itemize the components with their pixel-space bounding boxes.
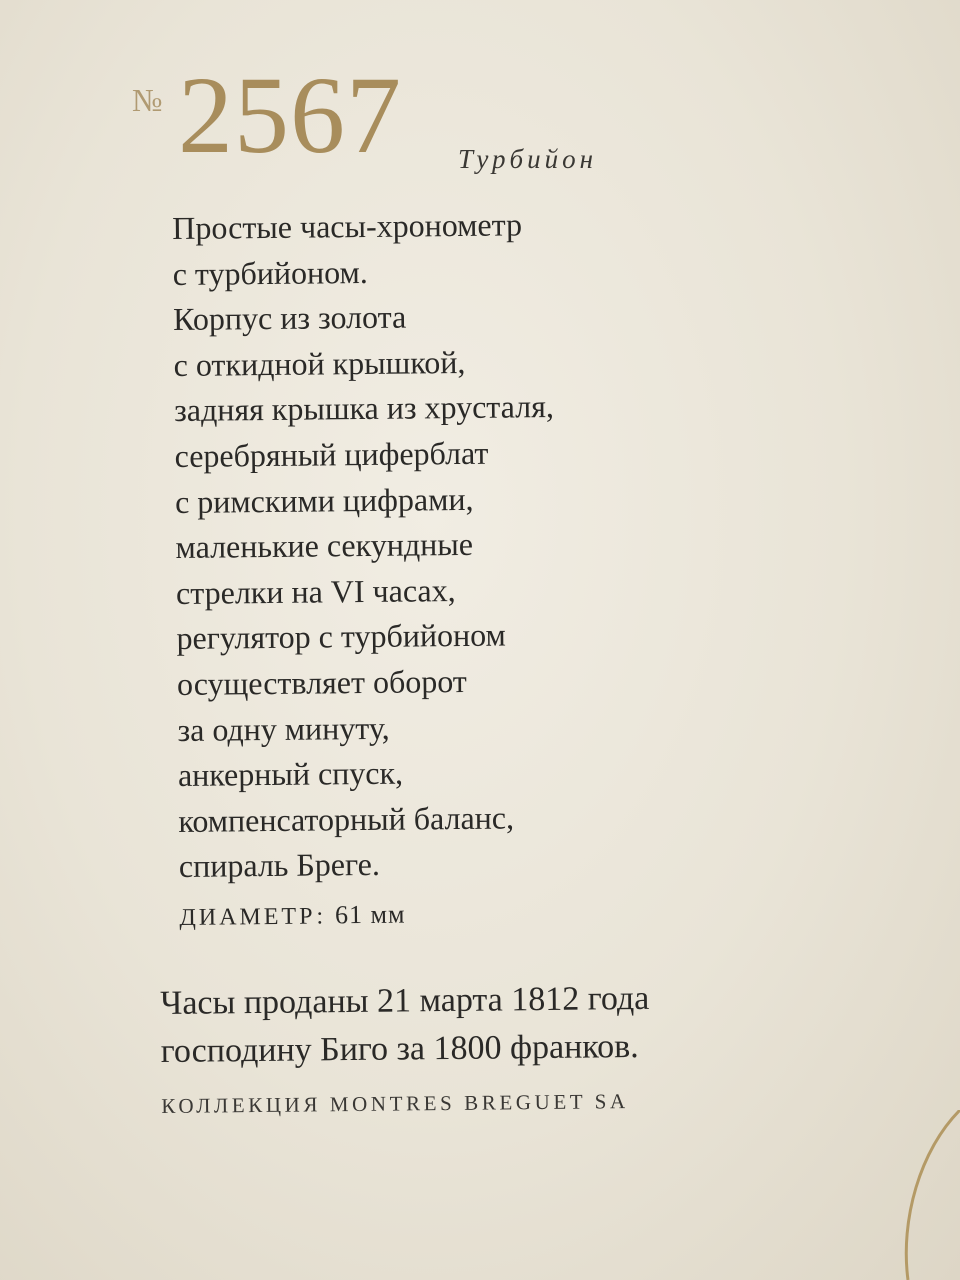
description-line: регулятор с турбийоном (176, 616, 506, 657)
description-line: с римскими цифрами, (174, 480, 474, 520)
description-line: Простые часы-хронометр (172, 206, 523, 246)
sale-note (160, 973, 802, 1130)
entry-number: 2567 (178, 54, 402, 176)
numero-sign: № (132, 82, 163, 118)
description-line: с турбийоном. (172, 253, 368, 292)
decorative-arc (900, 1110, 960, 1280)
description-line: Корпус из золота (172, 298, 407, 338)
description-line: стрелки на VI часах, (175, 571, 456, 611)
sale-line: Часы проданы 21 марта 1812 года (160, 979, 650, 1022)
description-line: анкерный спуск, (177, 754, 404, 794)
sale-line: господину Биго за 1800 франков. (160, 1027, 639, 1070)
watch-description (172, 200, 740, 941)
diameter-label: ДИАМЕТР: (179, 903, 327, 931)
description-line: спираль Бреге. (178, 846, 381, 885)
entry-subtitle: Турбийон (458, 144, 597, 174)
description-line: серебряный циферблат (174, 434, 489, 474)
description-line: осуществляет оборот (176, 662, 467, 702)
description-line: маленькие секундные (175, 526, 474, 566)
description-line: с откидной крышкой, (173, 343, 466, 383)
collection-credit: КОЛЛЕКЦИЯ MONTRES BREGUET SA (161, 1089, 629, 1118)
description-line: за одну минуту, (177, 709, 390, 748)
diameter-value: 61 мм (334, 899, 406, 930)
diameter-row (179, 888, 739, 941)
description-line: задняя крышка из хрусталя, (173, 388, 555, 429)
entry-header (130, 54, 690, 190)
description-line: компенсаторный баланс, (178, 799, 515, 839)
